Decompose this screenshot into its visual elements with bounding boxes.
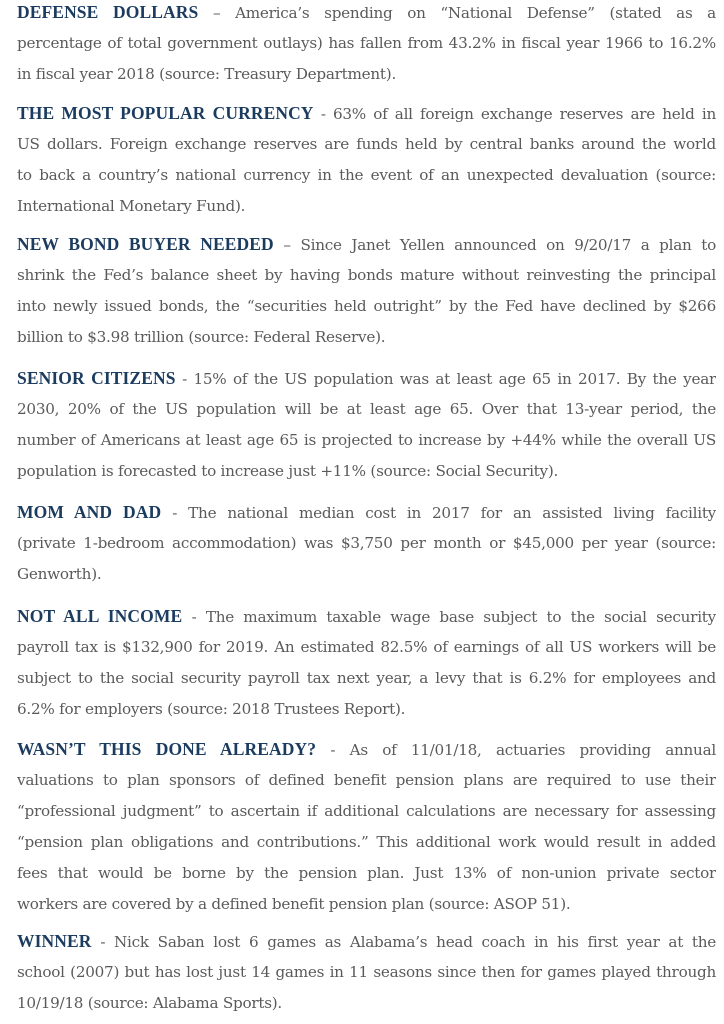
paragraph-line: into newly issued bonds, the “securities held outright” by the Fed have declined by $266 <box>17 297 716 315</box>
paragraph-text: 15% of the US population was at least age 65 in 2017. By the year <box>193 370 716 388</box>
paragraph-line: 2030, 20% of the US population will be at least age 65. Over that 13-year period, the <box>17 400 716 418</box>
paragraph-line <box>17 601 716 632</box>
separator: - <box>330 741 336 759</box>
paragraph-line <box>17 497 716 528</box>
item-heading: WINNER <box>17 931 92 951</box>
paragraph-line: number of Americans at least age 65 is projected to increase by +44% while the overall US <box>17 431 716 449</box>
fact-item-defense-dollars <box>17 0 716 90</box>
paragraph-line: “pension plan obligations and contributions.” This additional work would result in added <box>17 833 716 851</box>
paragraph-text: Since Janet Yellen announced on 9/20/17 a plan to <box>300 236 716 254</box>
paragraph-line: US dollars. Foreign exchange reserves are funds held by central banks around the world <box>17 135 716 153</box>
paragraph-text: As of 11/01/18, actuaries providing annual <box>349 741 716 759</box>
separator: – <box>283 236 291 254</box>
item-heading: MOM AND DAD <box>17 502 162 522</box>
paragraph-line <box>17 98 716 129</box>
item-heading: THE MOST POPULAR CURRENCY <box>17 103 314 123</box>
paragraph-text: The national median cost in 2017 for an assisted living facility <box>188 504 716 522</box>
separator: - <box>182 370 187 388</box>
paragraph-line: workers are covered by a defined benefit pension plan (source: ASOP 51). <box>17 895 571 913</box>
fact-item-senior-citizens <box>17 363 716 487</box>
paragraph-line: subject to the social security payroll tax next year, a levy that is 6.2% for employees and <box>17 669 716 687</box>
paragraph-line: Genworth). <box>17 565 102 583</box>
paragraph-line: percentage of total government outlays) has fallen from 43.2% in fiscal year 1966 to 16.2% <box>17 34 716 52</box>
item-heading: NEW BOND BUYER NEEDED <box>17 234 274 254</box>
paragraph-line: fees that would be borne by the pension plan. Just 13% of non-union private sector <box>17 864 716 882</box>
paragraph-line: shrink the Fed’s balance sheet by having bonds mature without reinvesting the principal <box>17 266 716 284</box>
paragraph-line <box>17 734 716 765</box>
paragraph-line: population is forecasted to increase just +11% (source: Social Security). <box>17 462 559 480</box>
item-heading: NOT ALL INCOME <box>17 606 183 626</box>
paragraph-text: America’s spending on “National Defense” (stated as a <box>235 4 716 22</box>
fact-item-most-popular-currency <box>17 98 716 222</box>
paragraph-line: in fiscal year 2018 (source: Treasury Department). <box>17 65 397 83</box>
paragraph-line: school (2007) but has lost just 14 games in 11 seasons since then for games played through <box>17 963 716 981</box>
fact-item-not-all-income <box>17 601 716 725</box>
paragraph-line: “professional judgment” to ascertain if additional calculations are necessary for assessing <box>17 802 716 820</box>
separator: - <box>100 933 106 951</box>
paragraph-line: billion to $3.98 trillion (source: Federal Reserve). <box>17 328 386 346</box>
paragraph-line: 10/19/18 (source: Alabama Sports). <box>17 994 283 1012</box>
paragraph-line: payroll tax is $132,900 for 2019. An estimated 82.5% of earnings of all US workers will be <box>17 638 716 656</box>
separator: – <box>213 4 221 22</box>
paragraph-text: The maximum taxable wage base subject to the social security <box>205 608 716 626</box>
item-heading: DEFENSE DOLLARS <box>17 2 199 22</box>
paragraph-line: valuations to plan sponsors of defined benefit pension plans are required to use their <box>17 771 716 789</box>
paragraph-text: Nick Saban lost 6 games as Alabama’s head coach in his first year at the <box>114 933 716 951</box>
paragraph-line: to back a country’s national currency in the event of an unexpected devaluation (source: <box>17 166 716 184</box>
fact-item-mom-and-dad <box>17 497 716 590</box>
separator: - <box>172 504 178 522</box>
paragraph-text: 63% of all foreign exchange reserves are held in <box>332 105 716 123</box>
item-heading: SENIOR CITIZENS <box>17 368 176 388</box>
paragraph-line: 6.2% for employers (source: 2018 Trustees Report). <box>17 700 406 718</box>
item-heading: WASN’T THIS DONE ALREADY? <box>17 739 317 759</box>
paragraph-line <box>17 363 716 394</box>
fact-item-winner <box>17 926 716 1019</box>
paragraph-line: International Monetary Fund). <box>17 197 246 215</box>
separator: - <box>320 105 326 123</box>
paragraph-line <box>17 229 716 260</box>
fact-item-wasnt-this-done-already <box>17 734 716 920</box>
paragraph-line: (private 1-bedroom accommodation) was $3,750 per month or $45,000 per year (source: <box>17 534 716 552</box>
separator: - <box>191 608 197 626</box>
fact-item-new-bond-buyer-needed <box>17 229 716 353</box>
paragraph-line <box>17 0 716 28</box>
paragraph-line <box>17 926 716 957</box>
